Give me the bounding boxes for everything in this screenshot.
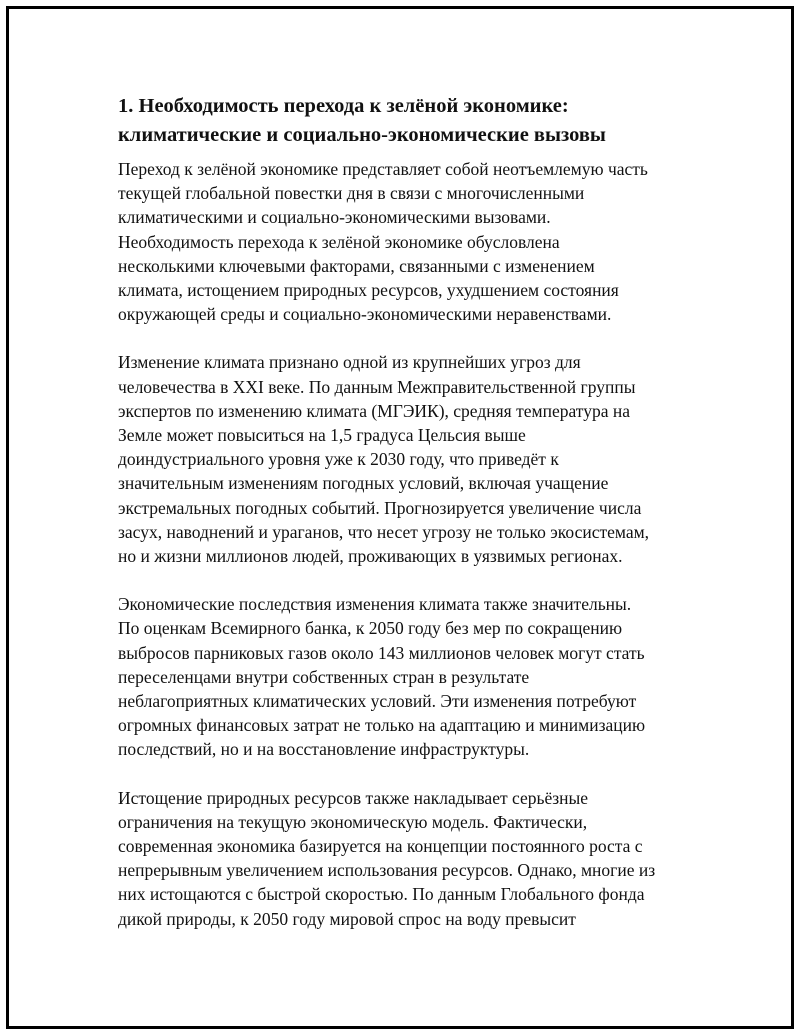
paragraph-resource-depletion: Истощение природных ресурсов также накладывает серьёзные ограничения на текущую экономическую модель. Фактически, современная экономика базируется на концепции постоянного роста с непрерывным увеличением использования ресурсов. Однако, многие из них истощаются с быстрой скоростью. По данным Глобального фонда дикой природы, к 2050 году мировой спрос на воду превысит xyxy=(118,787,656,929)
paragraph-intro: Переход к зелёной экономике представляет собой неотъемлемую часть текущей глобальной повестки дня в связи с многочисленными климатическими и социально-экономическими вызовами. Необходимость перехода к зелёной экономике обусловлена несколькими ключевыми факторами, связанными с изменением климата, истощением природных ресурсов, ухудшением состояния окружающей среды и социально-экономическими неравенствами. xyxy=(118,159,648,325)
paragraph-climate-change: Изменение климата признано одной из крупнейших угроз для человечества в XXI веке. По данным Межправительственной группы экспертов по изменению климата (МГЭИК), средняя температура на Земле может повыситься на 1,5 градуса Цельсия выше доиндустриального уровня уже к 2030 году, что приведёт к значительным изменениям погодных условий, включая учащение экстремальных погодных событий. Прогнозируется увеличение числа засух, наводнений и ураганов, что несет угрозу не только экосистемам, но и жизни миллионов людей, проживающих в уязвимых регионах. xyxy=(118,352,650,567)
document-body xyxy=(118,92,690,931)
section-heading: 1. Необходимость перехода к зелёной экономике: климатические и социально-экономические вызовы xyxy=(118,95,606,146)
paragraph-economic-consequences: Экономические последствия изменения климата также значительны. По оценкам Всемирного банка, к 2050 году без мер по сокращению выбросов парниковых газов около 143 миллионов человек могут стать переселенцами внутри собственных стран в результате неблагоприятных климатических условий. Эти изменения потребуют огромных финансовых затрат не только на адаптацию и минимизацию последствий, но и на восстановление инфраструктуры. xyxy=(118,594,646,760)
